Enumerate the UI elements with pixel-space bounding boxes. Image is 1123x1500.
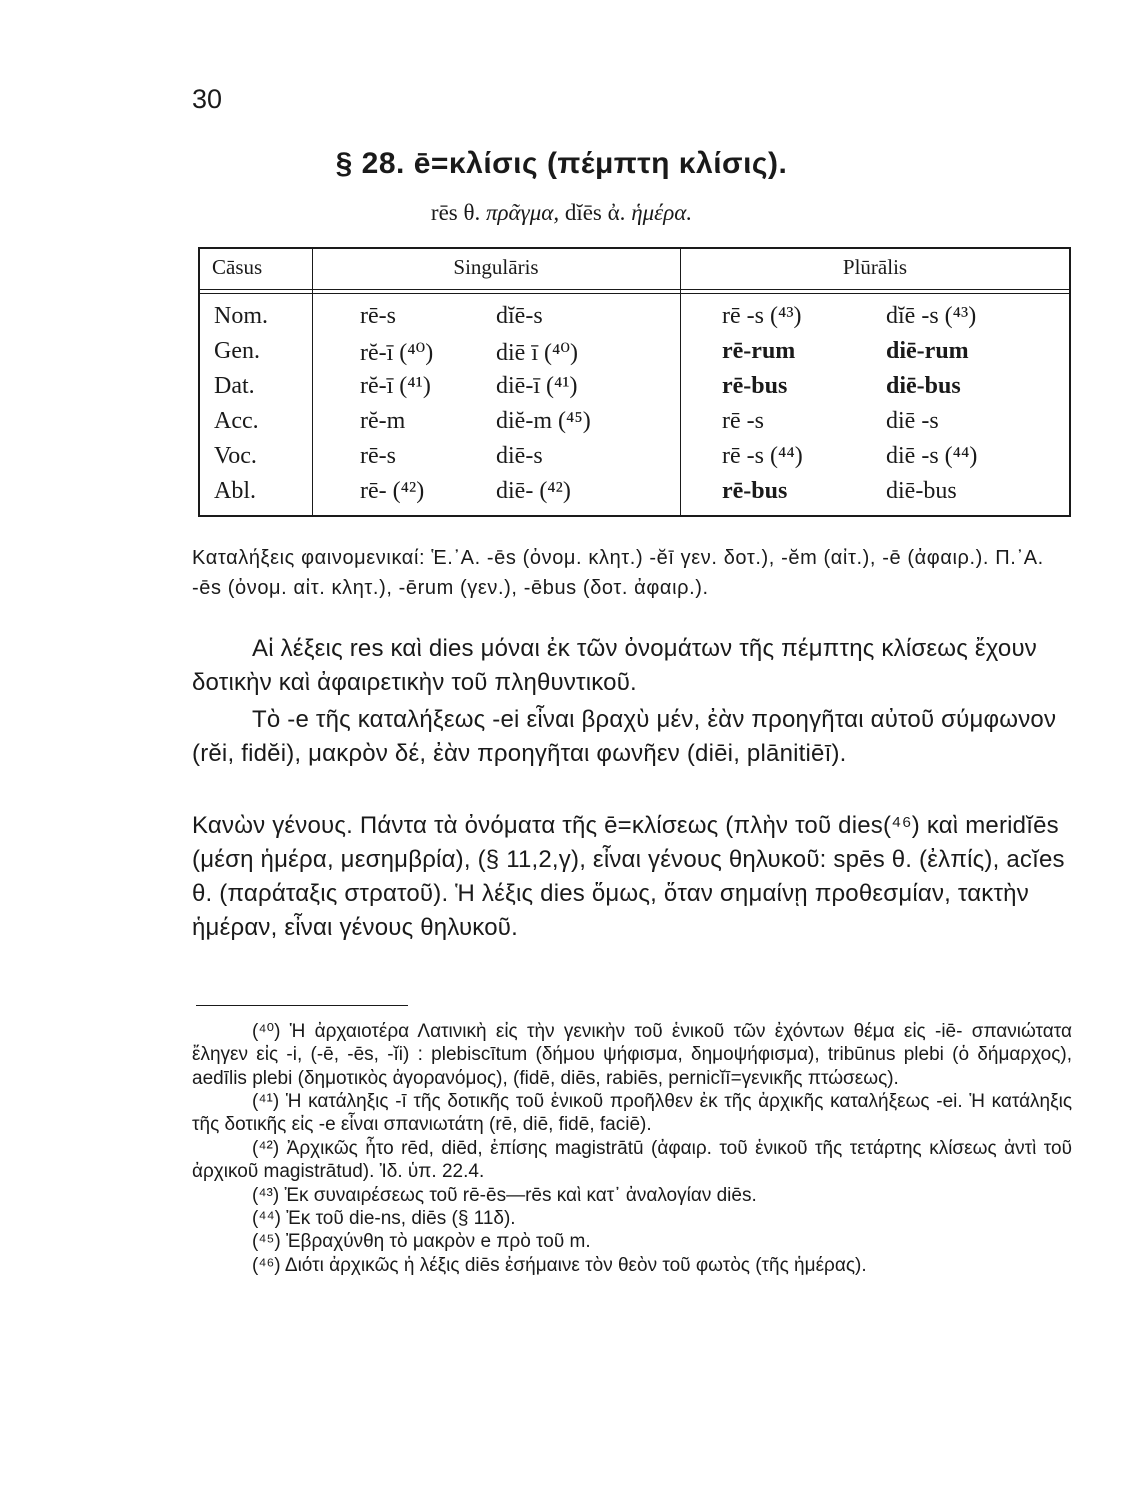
plural-res: rē-bus [722,478,788,504]
singular-dies: diē-s [496,443,543,469]
footnotes [192,1020,1072,1277]
plural-res: rē-rum [722,338,796,364]
case-label: Gen. [214,338,260,364]
singular-res: rē-s [360,303,396,329]
footnote-divider [196,1005,408,1006]
singular-dies: diĕ-m (⁴⁵) [496,408,591,434]
footnote-ref: (⁴⁶) [252,1254,281,1276]
table-row-abl [200,478,1069,513]
footnote-ref: (⁴²) [252,1137,280,1159]
plural-dies: diē-bus [886,478,957,504]
footnote-43 [192,1184,1072,1207]
footnote-text: Διότι ἀρχικῶς ἡ λέξις diēs ἐσήμαινε τὸν θεὸν τοῦ φωτὸς (τῆς ἡμέρας). [284,1254,867,1276]
footnote-45 [192,1230,1072,1253]
singular-dies: diē ī (⁴⁰) [496,340,578,366]
footnote-44 [192,1207,1072,1230]
table-row-acc [200,408,1069,443]
table-row-nom [200,303,1069,338]
footnote-text: Ἡ κατάληξις -ī τῆς δοτικῆς τοῦ ἑνικοῦ προῆλθεν ἐκ τῆς ἀρχικῆς καταλήξεως -ei. Ἡ κατάληξις τῆς δοτικῆς εἰς -e εἶναι σπανιωτάτη (rē, diē, fidē, faciē). [192,1091,1073,1136]
header-plural: Plūrālis [842,255,908,279]
footnote-ref: (⁴⁴) [252,1207,281,1229]
plural-dies: diē -s [886,408,939,434]
paragraph-gender-rule: Κανὼν γένους. Πάντα τὰ ὀνόματα τῆς ē=κλίσεως (πλὴν τοῦ dies(⁴⁶) καὶ meridĭēs (μέση ἡμέρα, μεσημβρία), (§ 11,2,γ), εἶναι γένους θηλυκοῦ: spēs θ. (ἐλπίς), acĭes θ. (παράταξις στρατοῦ). Ἡ λέξις dies ὅμως, ὅταν σημαίνῃ προθεσμίαν, τακτὴν ἡμέραν, εἶναι γένους θηλυκοῦ. [192,812,1065,942]
footnote-ref: (⁴⁰) [252,1021,281,1042]
plural-res: rē -s (⁴⁴) [722,443,803,469]
footnote-41 [192,1090,1072,1137]
footnote-46 [192,1254,1072,1277]
footnote-42 [192,1137,1072,1184]
table-header-rule [200,289,1069,290]
footnote-ref: (⁴⁵) [252,1231,281,1253]
singular-dies: dĭē-s [496,303,543,329]
endings-paragraph: Καταλήξεις φαινομενικαί: Ἑ.᾿Α. -ēs (ὀνομ. κλητ.) -ĕī γεν. δοτ.), -ĕm (αἰτ.), -ē (ἀφαιρ.). Π.᾿Α. -ēs (ὀνομ. αἰτ. κλητ.), -ērum (γεν.), -ēbus (δοτ. ἀφαιρ.). [192,547,1044,599]
singular-res: rĕ-ī (⁴¹) [360,373,431,399]
singular-dies: diē-ī (⁴¹) [496,373,578,399]
singular-res: rĕ-m [360,408,406,434]
header-singular: Singulāris [453,255,539,279]
singular-res: rĕ-ī (⁴⁰) [360,340,434,366]
plural-res: rē-bus [722,373,788,399]
subtitle-text-1: rēs θ. [430,200,486,225]
page-number: 30 [192,84,223,114]
footnote-40 [192,1020,1072,1090]
footnote-ref: (⁴¹) [252,1091,280,1113]
declension-table [198,247,1071,517]
singular-res: rē-s [360,443,396,469]
case-label: Abl. [214,478,256,504]
plural-dies: diē -s (⁴⁴) [886,443,978,469]
case-label: Nom. [214,303,268,329]
footnote-text: Ἐκ συναιρέσεως τοῦ rē-ēs—rēs καὶ κατ᾿ ἀναλογίαν diēs. [284,1184,757,1206]
subtitle-text-2: dĭēs ἀ. [559,200,632,225]
table-row-dat [200,373,1069,408]
table-row-voc [200,443,1069,478]
section-title: § 28. ē=κλίσις (πέμπτη κλίσις). [335,147,788,180]
case-label: Acc. [214,408,259,434]
header-casus: Cāsus [212,255,263,279]
footnote-text: Ἡ ἀρχαιοτέρα Λατινικὴ εἰς τὴν γενικὴν τοῦ ἑνικοῦ τῶν ἐχόντων θέμα εἰς -iē- σπανιώτατα ἔληγεν εἰς -i, (-ē, -ēs, -ĭi) : plebiscītum (δήμου ψήφισμα, δημοψήφισμα), tribūnus plebi (ὁ δήμαρχος), aedīlis plebi (δημοτικὸς ἀγορανόμος), (fidē, diēs, rabiēs, pernicĭī=γενικῆς πτώσεως). [192,1021,1073,1089]
plural-dies: dĭē -s (⁴³) [886,303,977,329]
subtitle-gloss-2: ἡμέρα. [631,200,693,225]
plural-res: rē -s (⁴³) [722,303,802,329]
case-label: Voc. [214,443,257,469]
subtitle [0,200,1123,226]
footnote-text: Ἀρχικῶς ἦτο rēd, diēd, ἐπίσης magistrātū (ἀφαιρ. τοῦ ἑνικοῦ τῆς τετάρτης κλίσεως ἀντὶ τοῦ ἀρχικοῦ magistrātud). Ἰδ. ὑπ. 22.4. [192,1137,1072,1183]
plural-dies: diē-bus [886,373,961,399]
subtitle-gloss-1: πρᾶγμα, [486,200,560,225]
singular-dies: diē- (⁴²) [496,478,571,504]
paragraph-dative-ablative: Αἱ λέξεις res καὶ dies μόναι ἐκ τῶν ὀνομάτων τῆς πέμπτης κλίσεως ἔχουν δοτικὴν καὶ ἀφαιρετικὴν τοῦ πληθυντικοῦ. [192,635,1037,697]
table-header-rule-double [200,293,1069,294]
footnote-text: Ἐβραχύνθη τὸ μακρὸν e πρὸ τοῦ m. [285,1231,591,1253]
paragraph-ei-quantity: Τὸ -e τῆς καταλήξεως -ei εἶναι βραχὺ μέν, ἐὰν προηγῆται αὐτοῦ σύμφωνον (rĕi, fidĕi), μακρὸν δέ, ἐὰν προηγῆται φωνῆεν (diēi, plānitiēī). [192,706,1057,768]
footnote-ref: (⁴³) [252,1184,280,1206]
footnote-text: Ἐκ τοῦ die-ns, diēs (§ 11δ). [286,1207,516,1229]
case-label: Dat. [214,373,255,399]
table-row-gen [200,338,1069,373]
singular-res: rē- (⁴²) [360,478,425,504]
plural-dies: diē-rum [886,338,969,364]
plural-res: rē -s [722,408,764,434]
